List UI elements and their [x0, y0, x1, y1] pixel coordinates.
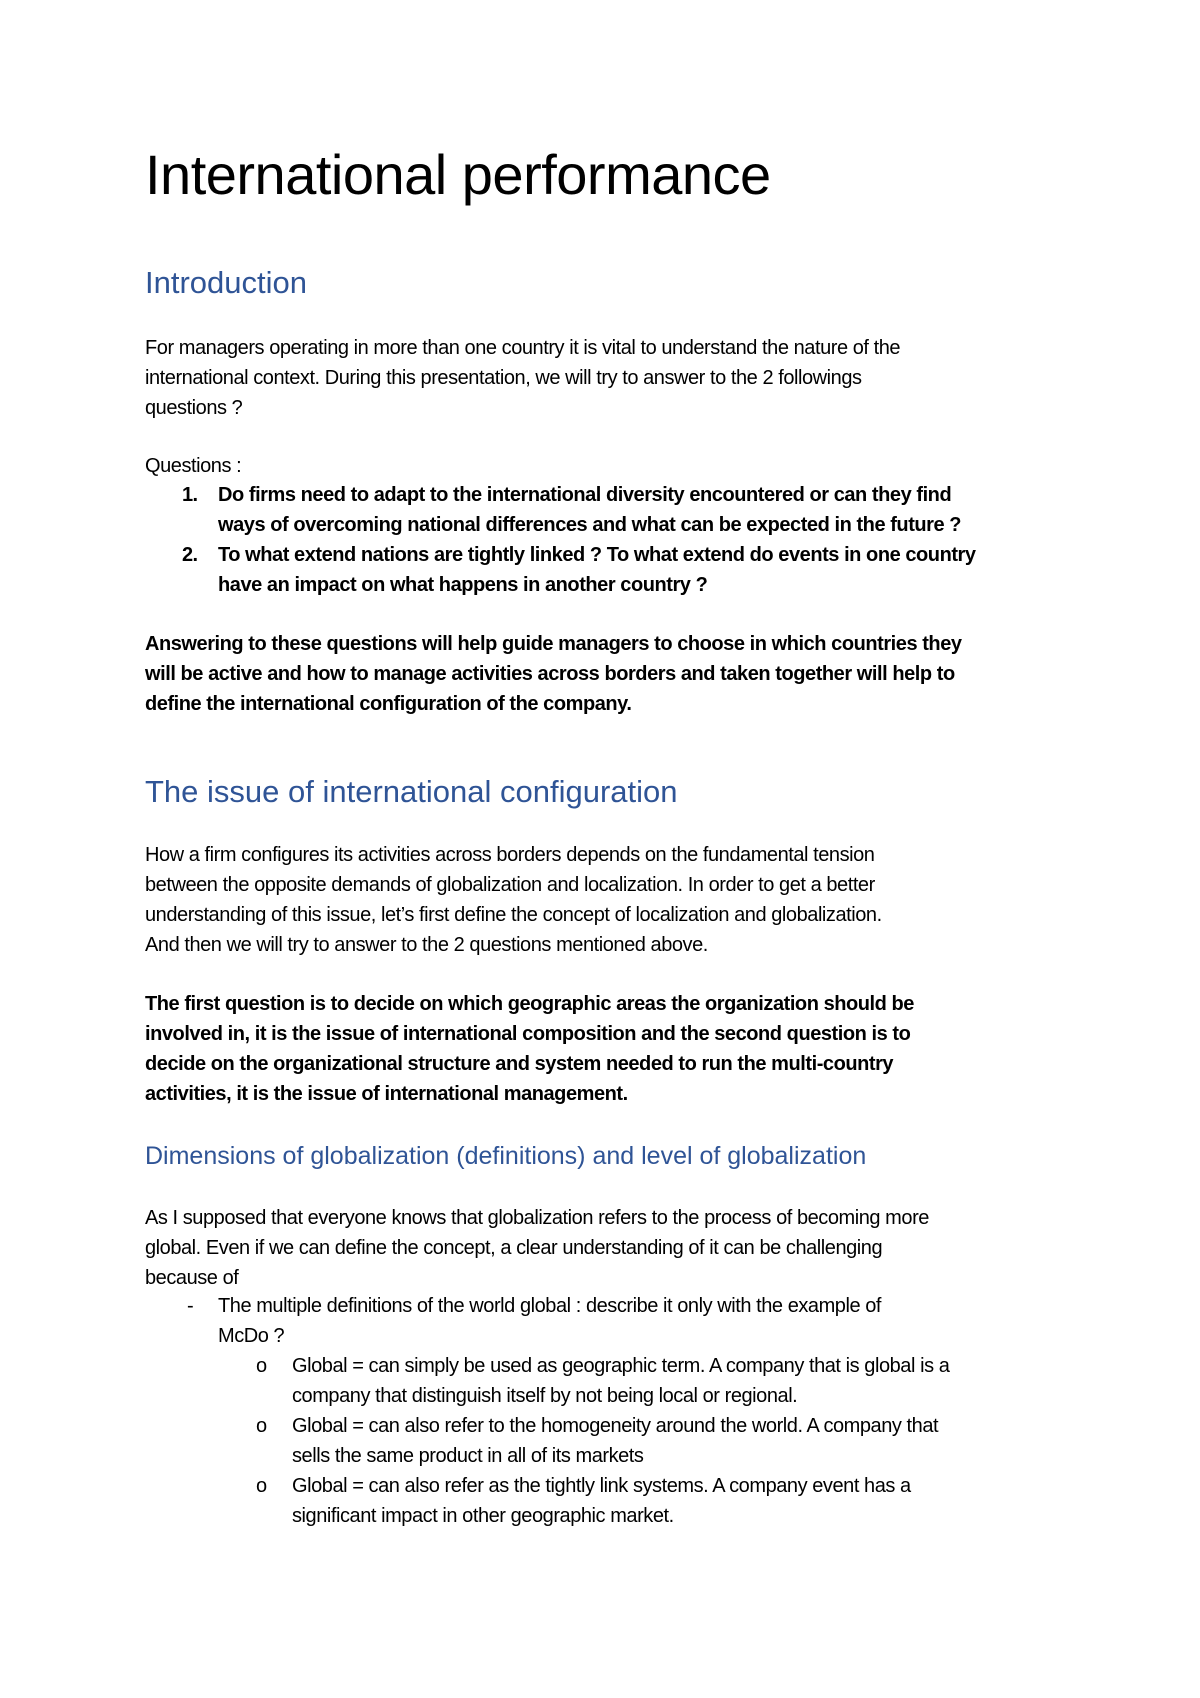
text-line: understanding of this issue, let’s first define the concept of localization and globalization.	[145, 904, 882, 926]
heading-introduction: Introduction	[145, 265, 307, 300]
heading-configuration: The issue of international configuration	[145, 774, 678, 809]
questions-label	[145, 451, 241, 481]
text-line: questions ?	[145, 397, 243, 419]
list-item	[256, 1411, 949, 1471]
text-line: For managers operating in more than one country it is vital to understand the nature of the	[145, 337, 901, 359]
text-line: As I supposed that everyone knows that globalization refers to the process of becoming more	[145, 1207, 929, 1229]
sub-list	[256, 1351, 950, 1531]
intro-paragraph	[145, 333, 900, 423]
text-line: activities, it is the issue of international management.	[145, 1083, 628, 1105]
list-item	[256, 1351, 950, 1411]
list-item	[182, 540, 976, 600]
text-line: sells the same product in all of its markets	[292, 1445, 644, 1467]
text-line: because of	[145, 1267, 239, 1289]
text-line: will be active and how to manage activities across borders and taken together will help to	[145, 663, 955, 685]
text-line: To what extend nations are tightly linked ? To what extend do events in one country	[218, 544, 976, 566]
text-line: The first question is to decide on which geographic areas the organization should be	[145, 993, 914, 1015]
text-line: international context. During this presentation, we will try to answer to the 2 followings	[145, 367, 862, 389]
text-line: between the opposite demands of globalization and localization. In order to get a better	[145, 874, 875, 896]
text-line: decide on the organizational structure and system needed to run the multi-country	[145, 1053, 894, 1075]
config-bold-paragraph	[145, 989, 914, 1109]
text-line: global. Even if we can define the concept, a clear understanding of it can be challenging	[145, 1237, 883, 1259]
text-line: have an impact on what happens in another country ?	[218, 574, 708, 596]
circle-bullet-icon: o	[256, 1355, 268, 1377]
text-line: define the international configuration of the company.	[145, 693, 632, 715]
text-line: The multiple definitions of the world global : describe it only with the example of	[218, 1295, 882, 1317]
dash-list-item	[187, 1291, 882, 1351]
list-item	[256, 1471, 949, 1531]
question-list	[182, 480, 976, 600]
text-line: Answering to these questions will help guide managers to choose in which countries they	[145, 633, 962, 655]
text-line: Global = can simply be used as geographic term. A company that is global is a	[292, 1355, 950, 1377]
document-title: International performance	[145, 143, 771, 206]
circle-bullet-icon: o	[256, 1415, 268, 1437]
text-line: Global = can also refer as the tightly link systems. A company event has a	[292, 1475, 911, 1497]
text-line: company that distinguish itself by not being local or regional.	[292, 1385, 798, 1407]
dimensions-paragraph	[145, 1203, 929, 1293]
list-number: 2.	[182, 544, 198, 566]
list-item	[182, 480, 976, 540]
text-line: significant impact in other geographic market.	[292, 1505, 674, 1527]
heading-dimensions: Dimensions of globalization (definitions) and level of globalization	[145, 1142, 867, 1170]
text-line: Do firms need to adapt to the international diversity encountered or can they find	[218, 484, 952, 506]
text-line: McDo ?	[218, 1325, 285, 1347]
circle-bullet-icon: o	[256, 1475, 268, 1497]
text-line: How a firm configures its activities across borders depends on the fundamental tension	[145, 844, 875, 866]
intro-bold-paragraph	[145, 629, 962, 719]
text-line: And then we will try to answer to the 2 questions mentioned above.	[145, 934, 708, 956]
dash-bullet: -	[187, 1295, 194, 1317]
text-line: Global = can also refer to the homogeneity around the world. A company that	[292, 1415, 939, 1437]
text-line: ways of overcoming national differences and what can be expected in the future ?	[218, 514, 962, 536]
text-line: Questions :	[145, 455, 242, 477]
text-line: involved in, it is the issue of international composition and the second question is to	[145, 1023, 911, 1045]
config-paragraph	[145, 840, 882, 960]
list-number: 1.	[182, 484, 198, 506]
